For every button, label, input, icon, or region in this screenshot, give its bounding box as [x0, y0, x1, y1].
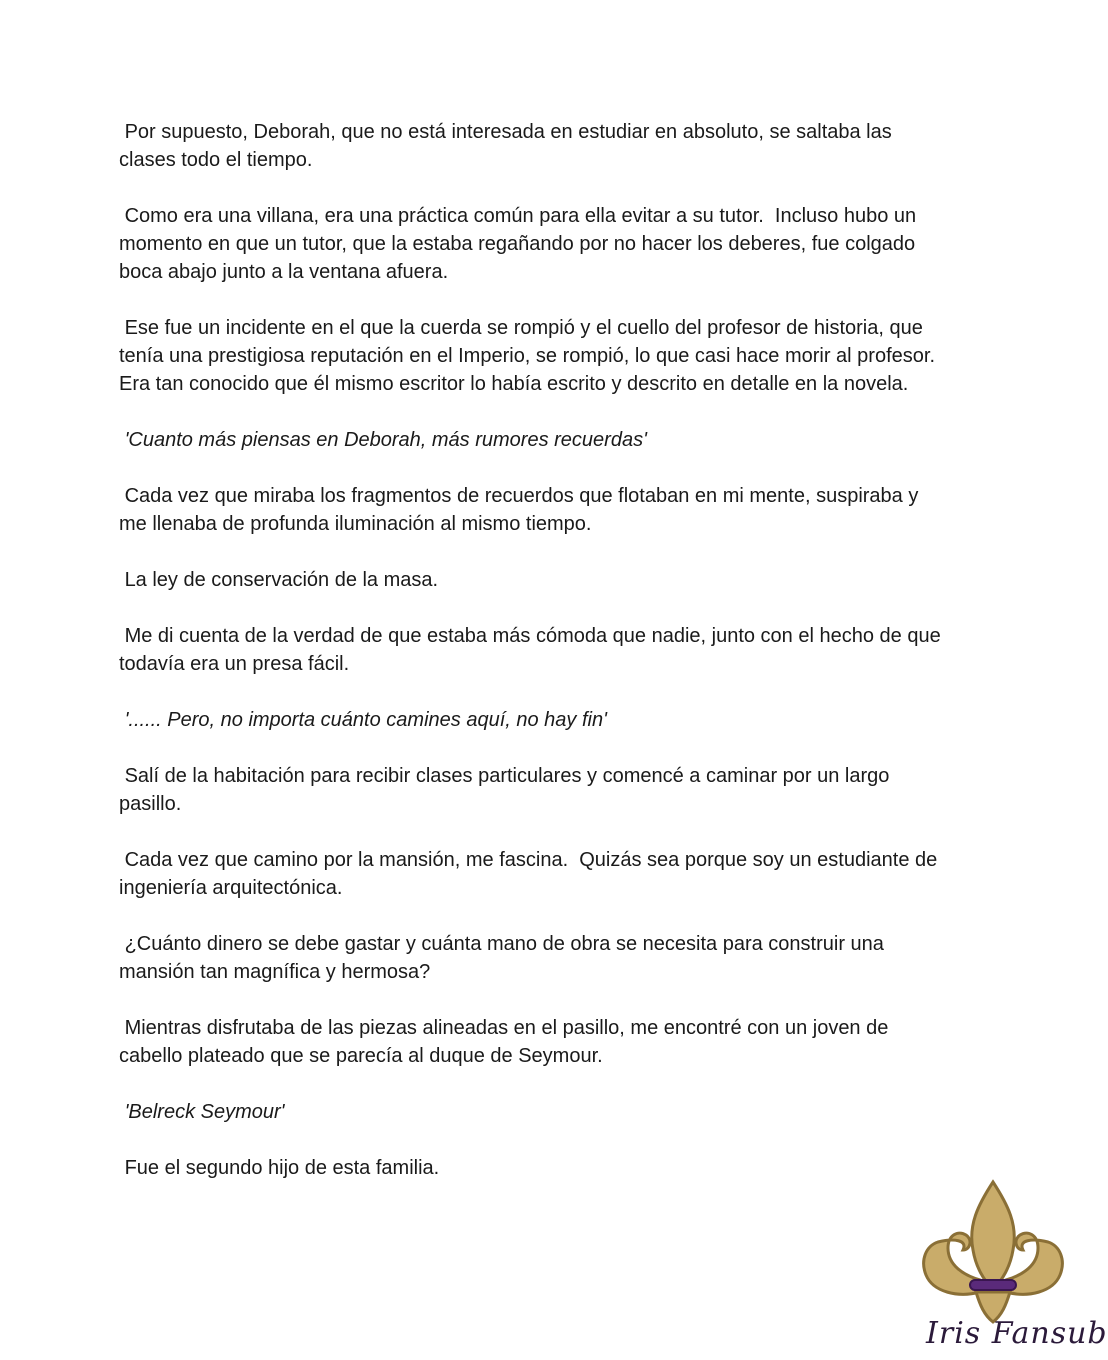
- document-body: [119, 118, 949, 1210]
- paragraph: Me di cuenta de la verdad de que estaba más cómoda que nadie, junto con el hecho de que todavía era un presa fácil.: [119, 625, 947, 675]
- paragraph-thought: 'Cuanto más piensas en Deborah, más rumores recuerdas': [119, 429, 647, 451]
- paragraph-thought: 'Belreck Seymour': [119, 1101, 285, 1123]
- paragraph-thought: '...... Pero, no importa cuánto camines aquí, no hay fin': [119, 709, 607, 731]
- paragraph: Cada vez que miraba los fragmentos de recuerdos que flotaban en mi mente, suspiraba y me llenaba de profunda iluminación al mismo tiempo.: [119, 485, 924, 535]
- paragraph: Mientras disfrutaba de las piezas alineadas en el pasillo, me encontré con un joven de cabello plateado que se parecía al duque de Seymour.: [119, 1017, 894, 1067]
- paragraph: Fue el segundo hijo de esta familia.: [119, 1157, 440, 1179]
- paragraph: ¿Cuánto dinero se debe gastar y cuánta mano de obra se necesita para construir una mansión tan magnífica y hermosa?: [119, 933, 890, 983]
- watermark-text: Iris Fansub: [926, 1316, 1108, 1351]
- paragraph: Cada vez que camino por la mansión, me fascina. Quizás sea porque soy un estudiante de ingeniería arquitectónica.: [119, 849, 943, 899]
- paragraph: Por supuesto, Deborah, que no está interesada en estudiar en absoluto, se saltaba las clases todo el tiempo.: [119, 121, 898, 171]
- paragraph: La ley de conservación de la masa.: [119, 569, 439, 591]
- paragraph: Salí de la habitación para recibir clases particulares y comencé a caminar por un largo pasillo.: [119, 765, 895, 815]
- paragraph: Ese fue un incidente en el que la cuerda se rompió y el cuello del profesor de historia, que tenía una prestigiosa reputación en el Imperio, se rompió, lo que casi hace morir al profesor. Era tan conocido que él mismo escritor lo había escrito y descrito en detalle en la novela.: [119, 317, 947, 395]
- paragraph: Como era una villana, era una práctica común para ella evitar a su tutor. Incluso hubo un momento en que un tutor, que la estaba regañando por no hacer los deberes, fue colgado boca abajo junto a la ventana afuera.: [119, 205, 922, 283]
